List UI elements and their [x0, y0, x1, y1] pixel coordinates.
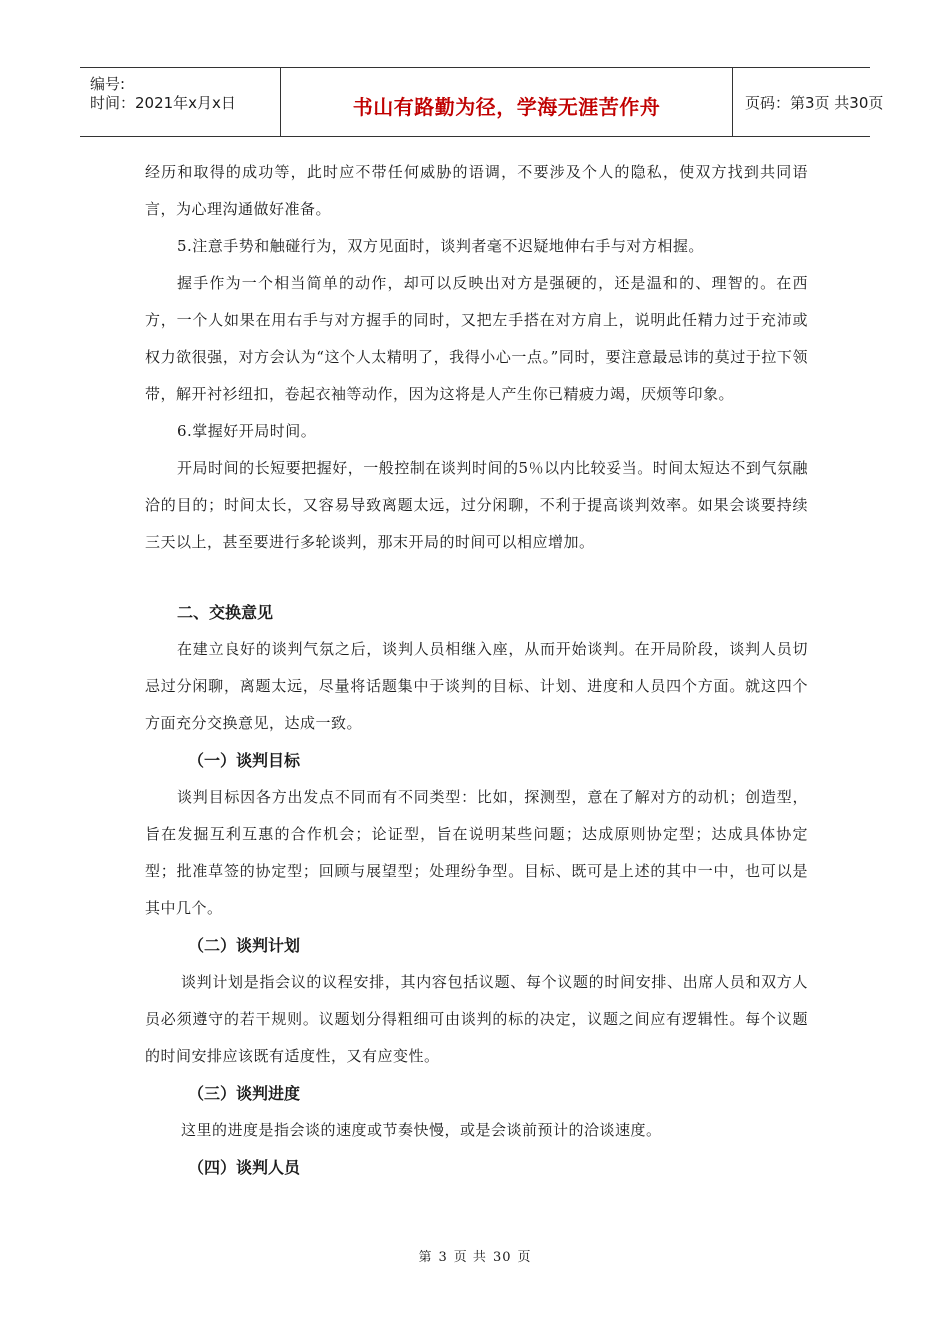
paragraph: 6.掌握好开局时间。 [177, 422, 317, 440]
header-meta [80, 68, 280, 136]
document-body [145, 154, 808, 1186]
footer-prefix: 第 [418, 1250, 433, 1265]
header-page-label: 页码：第3页 共30页 [745, 93, 884, 112]
paragraph: 在建立良好的谈判气氛之后，谈判人员相继入座，从而开始谈判。在开局阶段，谈判人员切忌过分闲聊，离题太远，尽量将话题集中于谈判的目标、计划、进度和人员四个方面。就这四个方面充分交换意见，达成一致。 [145, 640, 808, 732]
footer-mid: 页 共 [453, 1250, 487, 1265]
document-number-label: 编号: [90, 75, 126, 93]
subsection-heading: （一）谈判目标 [188, 751, 301, 770]
paragraph: 握手作为一个相当简单的动作，却可以反映出对方是强硬的，还是温和的、理智的。在西方，一个人如果在用右手与对方握手的同时，又把左手搭在对方肩上，说明此任精力过于充沛或权力欲很强，对方会认为“这个人太精明了，我得小心一点。”同时，要注意最忌讳的莫过于拉下领带，解开衬衫纽扣，卷起衣袖等动作，因为这将是人产生你已精疲力竭，厌烦等印象。 [145, 274, 808, 403]
footer-suffix: 页 [517, 1250, 532, 1265]
paragraph: 谈判目标因各方出发点不同而有不同类型：比如，探测型，意在了解对方的动机；创造型，旨在发掘互利互惠的合作机会；论证型，旨在说明某些问题；达成原则协定型；达成具体协定型；批准草签的协定型；回顾与展望型；处理纷争型。目标、既可是上述的其中一中，也可以是其中几个。 [145, 788, 808, 917]
page-header [80, 67, 884, 137]
header-motto: 书山有路勤为径，学海无涯苦作舟 [280, 68, 733, 136]
paragraph: 经历和取得的成功等，此时应不带任何威胁的语调，不要涉及个人的隐私，使双方找到共同语言，为心理沟通做好准备。 [145, 163, 808, 218]
document-date-label: 时间：2021年x月x日 [90, 94, 236, 112]
footer-page-number: 3 [438, 1250, 448, 1265]
paragraph: 谈判计划是指会议的议程安排，其内容包括议题、每个议题的时间安排、出席人员和双方人员必须遵守的若干规则。议题划分得粗细可由谈判的标的决定，议题之间应有逻辑性。每个议题的时间安排应该既有适度性，又有应变性。 [145, 973, 808, 1065]
subsection-heading: （三）谈判进度 [188, 1084, 301, 1103]
paragraph: 这里的进度是指会谈的速度或节奏快慢，或是会谈前预计的洽谈速度。 [181, 1121, 662, 1139]
subsection-heading: （二）谈判计划 [188, 936, 301, 955]
subsection-heading: （四）谈判人员 [188, 1158, 301, 1177]
page-footer [0, 1246, 950, 1265]
footer-total-pages: 30 [492, 1250, 512, 1265]
paragraph: 开局时间的长短要把握好，一般控制在谈判时间的5％以内比较妥当。时间太短达不到气氛融洽的目的；时间太长，又容易导致离题太远，过分闲聊，不利于提高谈判效率。如果会谈要持续三天以上，甚至要进行多轮谈判，那末开局的时间可以相应增加。 [145, 459, 808, 551]
section-heading: 二、交换意见 [177, 603, 274, 622]
paragraph: 5.注意手势和触碰行为，双方见面时，谈判者毫不迟疑地伸右手与对方相握。 [177, 237, 704, 255]
